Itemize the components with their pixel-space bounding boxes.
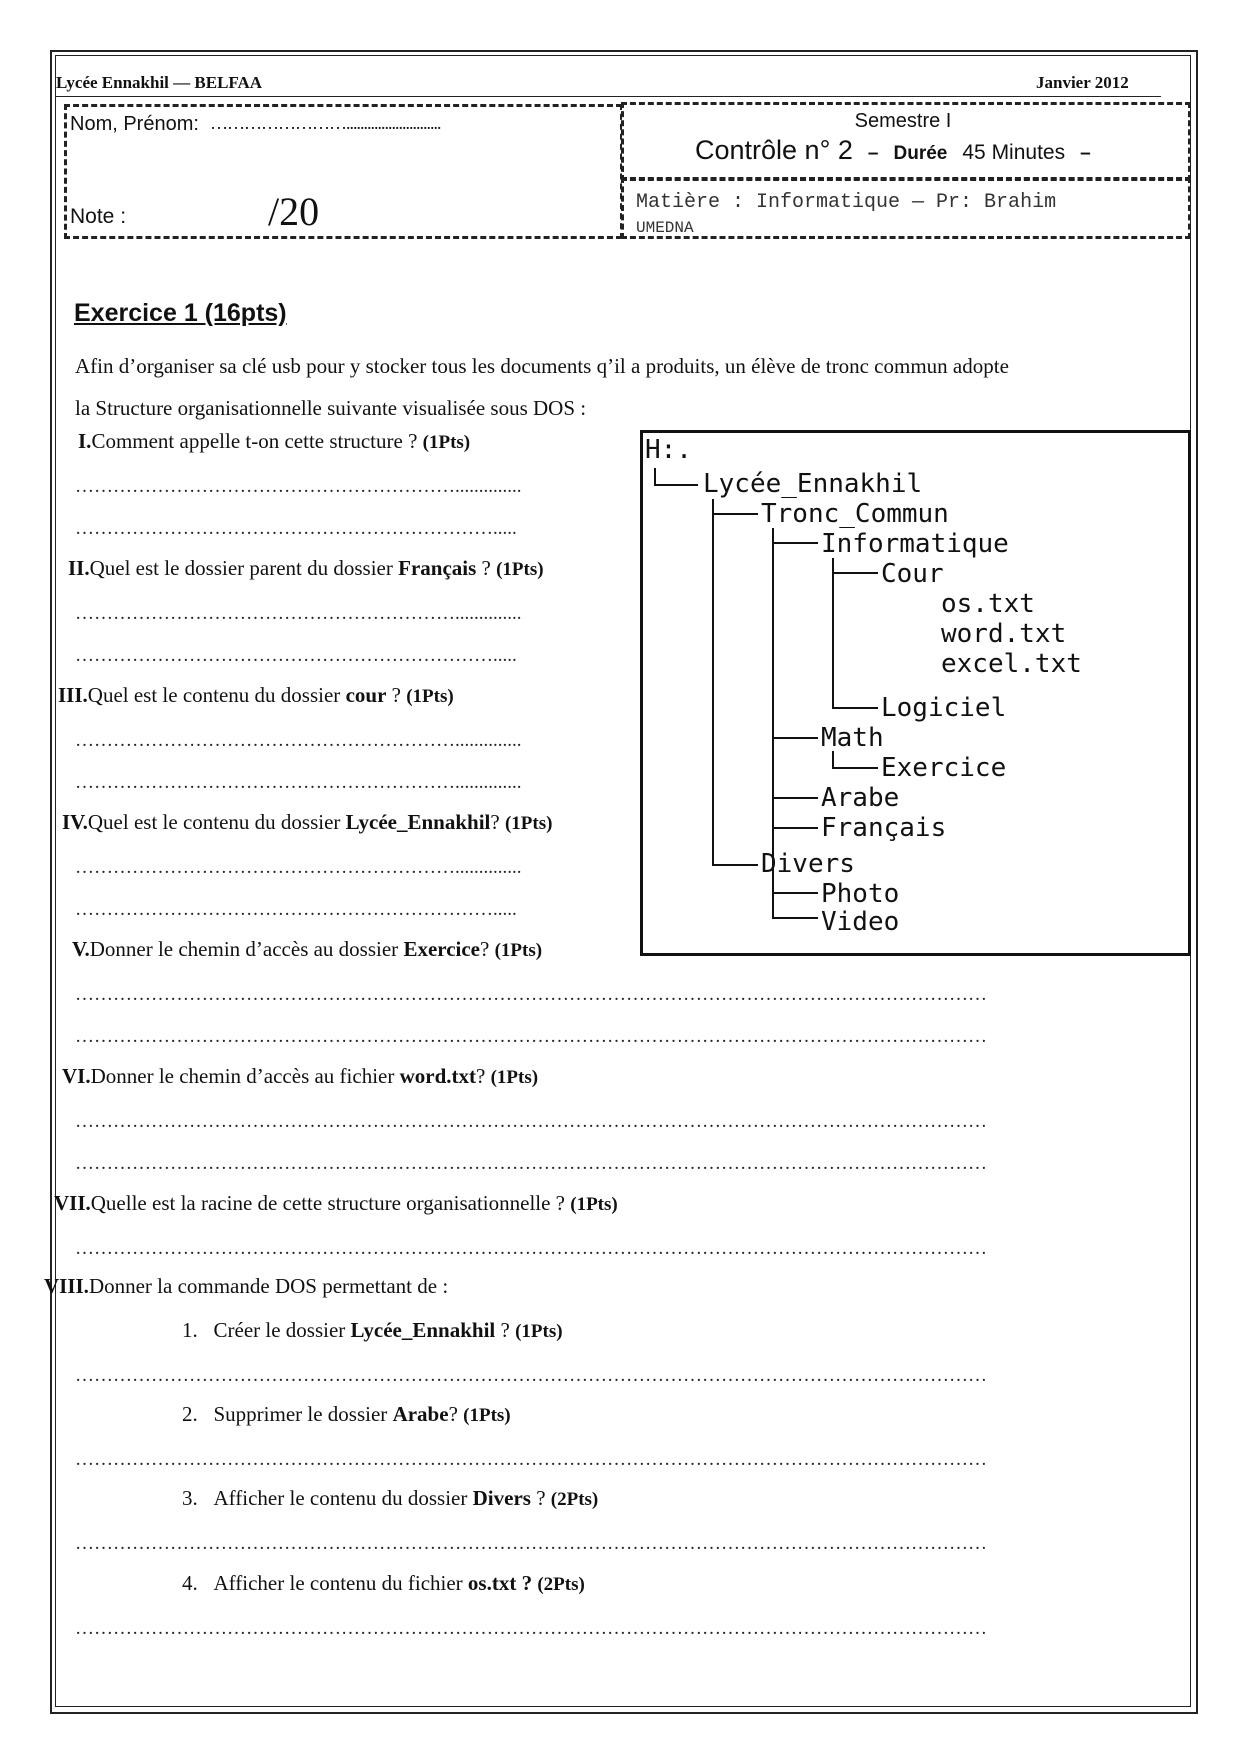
name-field[interactable]: ……………………........................... <box>210 113 441 133</box>
answer-line[interactable]: …………………………………………………….............. <box>75 730 522 751</box>
tree-root: H:. <box>645 435 692 465</box>
answer-line[interactable]: ……………………………………………………………………………………………………………………………… <box>75 1111 987 1132</box>
intro-line-2: la Structure organisationnelle suivante visualisée sous DOS : <box>75 396 587 420</box>
tree-node: Divers <box>761 849 855 879</box>
question-6: VI.Donner le chemin d’accès au fichier word.txt? (1Pts) <box>62 1064 539 1088</box>
answer-line[interactable]: ……………………………………………………………………………………………………………………………… <box>75 1153 987 1174</box>
duration-prefix: – <box>867 143 879 164</box>
question-4: IV.Quel est le contenu du dossier Lycée_Ennakhil? (1Pts) <box>62 810 553 834</box>
answer-line[interactable]: …………………………………………………………..... <box>75 645 517 666</box>
control-number: Contrôle n° 2 <box>695 135 853 165</box>
header-rule <box>56 96 1161 97</box>
tree-node: Informatique <box>821 529 1009 559</box>
dos-tree-panel <box>640 430 1191 956</box>
duration-suffix: – <box>1080 143 1091 164</box>
answer-line[interactable]: …………………………………………………….............. <box>75 603 522 624</box>
answer-line[interactable]: …………………………………………………………..... <box>75 899 517 920</box>
answer-line[interactable]: …………………………………………………….............. <box>75 772 522 793</box>
duration-value: 45 Minutes <box>962 141 1066 164</box>
control-title <box>695 135 1091 166</box>
answer-line[interactable]: ……………………………………………………………………………………………………………………………… <box>75 1365 987 1386</box>
name-label: Nom, Prénom: <box>70 113 199 135</box>
subquestion-3: 3. Afficher le contenu du dossier Divers ? (2Pts) <box>182 1486 599 1510</box>
exercise-intro <box>75 345 1175 429</box>
tree-node: Math <box>821 723 884 753</box>
question-2: II.Quel est le dossier parent du dossier Français ? (1Pts) <box>68 556 544 580</box>
answer-line[interactable]: ……………………………………………………………………………………………………………………………… <box>75 1026 987 1047</box>
exam-date: Janvier 2012 <box>1036 73 1129 92</box>
answer-line[interactable]: ……………………………………………………………………………………………………………………………… <box>75 1618 987 1639</box>
subquestion-4: 4. Afficher le contenu du fichier os.txt ? (2Pts) <box>182 1571 585 1595</box>
note-label: Note : <box>70 205 127 228</box>
answer-line[interactable]: …………………………………………………………..... <box>75 518 517 539</box>
tree-node: Logiciel <box>881 693 1007 723</box>
tree-file: word.txt <box>941 619 1067 649</box>
note-score: /20 <box>268 189 320 234</box>
question-8: VIII.Donner la commande DOS permettant de : <box>44 1274 449 1298</box>
subject-overflow: UMEDNA <box>636 219 694 237</box>
exercise-title: Exercice 1 (16pts) <box>74 299 287 327</box>
tree-node: Cour <box>881 559 944 589</box>
answer-line[interactable]: ……………………………………………………………………………………………………………………………… <box>75 1449 987 1470</box>
subject-line: Matière : Informatique — Pr: Brahim <box>636 191 1057 214</box>
tree-file: excel.txt <box>941 649 1082 679</box>
subquestion-1: 1. Créer le dossier Lycée_Ennakhil ? (1Pts) <box>182 1318 563 1342</box>
question-1: I.Comment appelle t-on cette structure ? (1Pts) <box>78 429 471 453</box>
tree-node: Tronc_Commun <box>761 499 949 529</box>
answer-line[interactable]: ……………………………………………………………………………………………………………………………… <box>75 1238 987 1259</box>
semester-label: Semestre I <box>854 110 952 132</box>
tree-node: Video <box>821 907 900 937</box>
subquestion-2: 2. Supprimer le dossier Arabe? (1Pts) <box>182 1402 511 1426</box>
question-5: V.Donner le chemin d’accès au dossier Exercice? (1Pts) <box>72 937 543 961</box>
tree-node: Lycée_Ennakhil <box>703 469 923 499</box>
tree-node: Exercice <box>881 753 1007 783</box>
tree-file: os.txt <box>941 589 1035 619</box>
answer-line[interactable]: …………………………………………………….............. <box>75 857 522 878</box>
question-3: III.Quel est le contenu du dossier cour ? (1Pts) <box>58 683 454 707</box>
duration-label: Durée <box>893 143 948 164</box>
answer-line[interactable]: ……………………………………………………………………………………………………………………………… <box>75 984 987 1005</box>
tree-node: Arabe <box>821 783 900 813</box>
answer-line[interactable]: …………………………………………………….............. <box>75 476 522 497</box>
answer-line[interactable]: ……………………………………………………………………………………………………………………………… <box>75 1533 987 1554</box>
question-7: VII.Quelle est la racine de cette structure organisationnelle ? (1Pts) <box>54 1191 618 1215</box>
tree-node: Photo <box>821 879 900 909</box>
tree-node: Français <box>821 813 947 843</box>
intro-line-1: Afin d’organiser sa clé usb pour y stocker tous les documents q’il a produits, un élève de tronc commun adopte <box>75 354 1009 378</box>
school-name: Lycée Ennakhil — BELFAA <box>56 73 263 92</box>
